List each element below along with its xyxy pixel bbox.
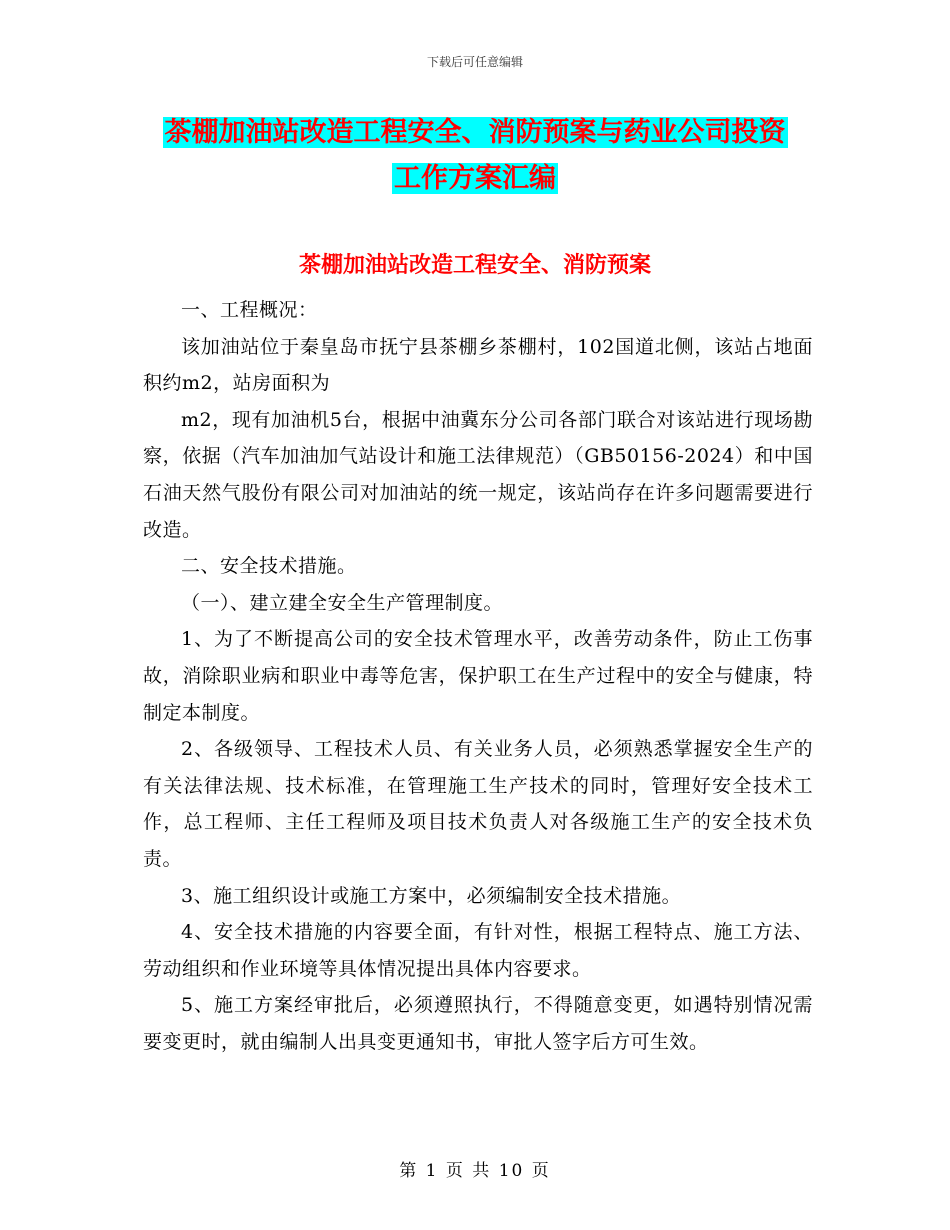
paragraph: 该加油站位于秦皇岛市抚宁县茶棚乡茶棚村，102国道北侧，该站占地面积约m2，站房面积为 bbox=[143, 335, 813, 395]
document-title bbox=[140, 110, 810, 202]
paragraph: m2，现有加油机5台，根据中油冀东分公司各部门联合对该站进行现场勘察，依据（汽车加油加气站设计和施工法律规范）（GB50156-2024）和中国石油天然气股份有限公司对加油站的统一规定，该站尚存在许多问题需要进行改造。 bbox=[143, 408, 813, 541]
document-title-line-2: 工作方案汇编 bbox=[394, 163, 556, 194]
header-note: 下载后可任意编辑 bbox=[426, 55, 523, 69]
paragraph: 5、施工方案经审批后，必须遵照执行，不得随意变更，如遇特别情况需要变更时，就由编制人出具变更通知书，审批人签字后方可生效。 bbox=[143, 994, 813, 1053]
document-title-line-1: 茶棚加油站改造工程安全、消防预案与药业公司投资 bbox=[164, 117, 786, 148]
section-title: 茶棚加油站改造工程安全、消防预案 bbox=[298, 253, 651, 278]
page-number: 第 1 页 共 10 页 bbox=[399, 1161, 551, 1181]
paragraph: 4、安全技术措施的内容要全面，有针对性，根据工程特点、施工方法、劳动组织和作业环境等具体情况提出具体内容要求。 bbox=[143, 921, 813, 980]
paragraph-heading-overview: 一、工程概况： bbox=[181, 299, 318, 321]
paragraph: 1、为了不断提高公司的安全技术管理水平，改善劳动条件，防止工伤事故，消除职业病和职业中毒等危害，保护职工在生产过程中的安全与健康，特制定本制度。 bbox=[143, 628, 813, 724]
document-body bbox=[143, 292, 813, 1060]
paragraph-subheading: （一）、建立建全安全生产管理制度。 bbox=[181, 591, 504, 614]
paragraph: 2、各级领导、工程技术人员、有关业务人员，必须熟悉掌握安全生产的有关法律法规、技术标准，在管理施工生产技术的同时，管理好安全技术工作，总工程师、主任工程师及项目技术负责人对各级施工生产的安全技术负责。 bbox=[143, 738, 813, 870]
paragraph: 3、施工组织设计或施工方案中，必须编制安全技术措施。 bbox=[181, 884, 682, 907]
paragraph-heading-safety: 二、安全技术措施。 bbox=[181, 555, 357, 578]
